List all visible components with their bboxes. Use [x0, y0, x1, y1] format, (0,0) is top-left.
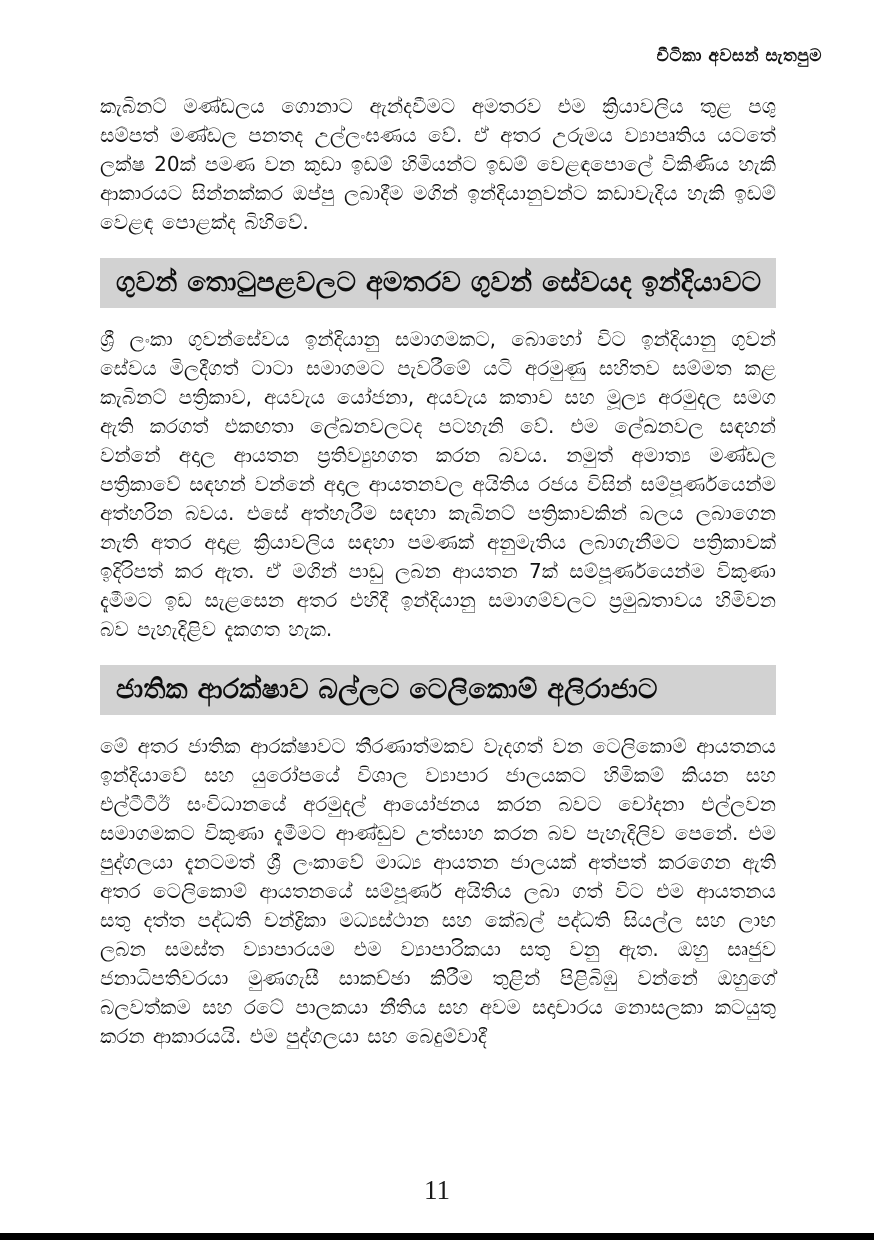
section-heading-airports-airline: ගුවන් තොටුපළවලට අමතරව ගුවන් සේවයද ඉන්දියාවට	[100, 258, 776, 308]
paragraph-airline-sale: ශ්‍රී ලංකා ගුවන්සේවය ඉන්දියානු සමාගමකට, බොහෝ විට ඉන්දියානු ගුවන් සේවය මිලදීගත් ටාටා සමාගමට පැවරීමේ යටි අරමුණු සහිතව සම්මත කළ කැබිනට් පත්‍රිකාව, අයවැය යෝජනා, අයවැය කතාව සහ මූල්‍ය අරමුදල සමග ඇති කරගත් එකඟතා ලේඛනවලටද පටහැනි වේ. එම ලේඛනවල සඳහන් වන්නේ අදාල ආයතන ප්‍රතිව්‍යුහගත කරන බවය. නමුත් අමාත්‍ය මණ්ඩල පත්‍රිකාවේ සඳහන් වන්නේ අදාල ආයතනවල අයිතිය රජය විසින් සම්පූර්ණයෙන්ම අත්හරින බවය. එසේ අත්හැරීම සඳහා කැබිනට් පත්‍රිකාවකින් බලය ලබාගෙන නැති අතර අදාළ ක්‍රියාවලිය සඳහා පමණක් අනුමැතිය ලබාගැනීමට පත්‍රිකාවක් ඉදිරිපත් කර ඇත. ඒ මගින් පාඩු ලබන ආයතන 7ක් සම්පූර්ණයෙන්ම විකුණා දැමීමට ඉඩ සැළසෙන අතර එහිදී ඉන්දියානු සමාගම්වලට ප්‍රමුඛතාවය හිමිවන බව පැහැදිළිව දැකගත හැක.	[100, 327, 776, 641]
page-content	[100, 92, 776, 1051]
section-heading-national-security-telecom: ජාතික ආරක්ෂාව බල්ලට ටෙලිකොම් අලිරාජාට	[100, 665, 776, 715]
running-header: චීටිකා අවසන් සැතපුම	[656, 46, 822, 66]
paragraph-cabinet-land-market: කැබිනට් මණ්ඩලය ගොනාට ඇන්දවීමට අමතරව එම ක්‍රියාවලිය තුළ පශු සම්පත් මණ්ඩල පනතද උල්ලංඝණය වේ. ඒ අතර උරුමය ව්‍යාපෘතිය යටතේ ලක්ෂ 20ක් පමණ වන කුඩා ඉඩම් හිමියන්ට ඉඩම් වෙළඳපොලේ විකිණිය හැකි ආකාරයට සින්නක්කර ඔප්පු ලබාදීම මගින් ඉන්දියානුවන්ට කඩාවැදිය හැකි ඉඩම් වෙළඳ පොළක්ද බිහිවේ.	[100, 94, 776, 234]
paragraph-telecom-sale: මේ අතර ජාතික ආරක්ෂාවට තීරණාත්මකව වැදගත් වන ටෙලිකොම් ආයතනය ඉන්දියාවේ සහ යුරෝපයේ විශාල ව්‍යාපාර ජාලයකට හිමිකම් කියන සහ එල්ටීටීඊ සංවිධානයේ අරමුදල් ආයෝජනය කරන බවට චෝදනා එල්ලවන සමාගමකට විකුණා දැමීමට ආණ්ඩුව උත්සාහ කරන බව පැහැදිලිව පෙනේ. එම පුද්ගලයා දැනටමත් ශ්‍රී ලංකාවේ මාධ්‍ය ආයතන ජාලයක් අත්පත් කරගෙන ඇති අතර ටෙලිකොම් ආයතනයේ සම්පූර්ණ අයිතිය ලබා ගත් විට එම ආයතනය සතු දත්ත පද්ධති චන්ද්‍රිකා මධ්‍යස්ථාන සහ කේබල් පද්ධති සියල්ල සහ ලාභ ලබන සමස්ත ව්‍යාපාරයම එම ව්‍යාපාරිකයා සතු වනු ඇත. ඔහු සෘජුව ජනාධිපතිවරයා මුණගැසී සාකච්ඡා කිරීම තුළින් පිළිබිඹු වන්නේ ඔහුගේ බලවත්කම සහ රටේ පාලකයා නීතිය සහ අවම සදාචාරය නොසලකා කටයුතු කරන ආකාරයයි. එම පුද්ගලයා සහ බෙදුම්වාදී	[100, 734, 776, 1048]
page-number: 11	[424, 1175, 450, 1205]
page-bottom-edge	[0, 1233, 874, 1240]
